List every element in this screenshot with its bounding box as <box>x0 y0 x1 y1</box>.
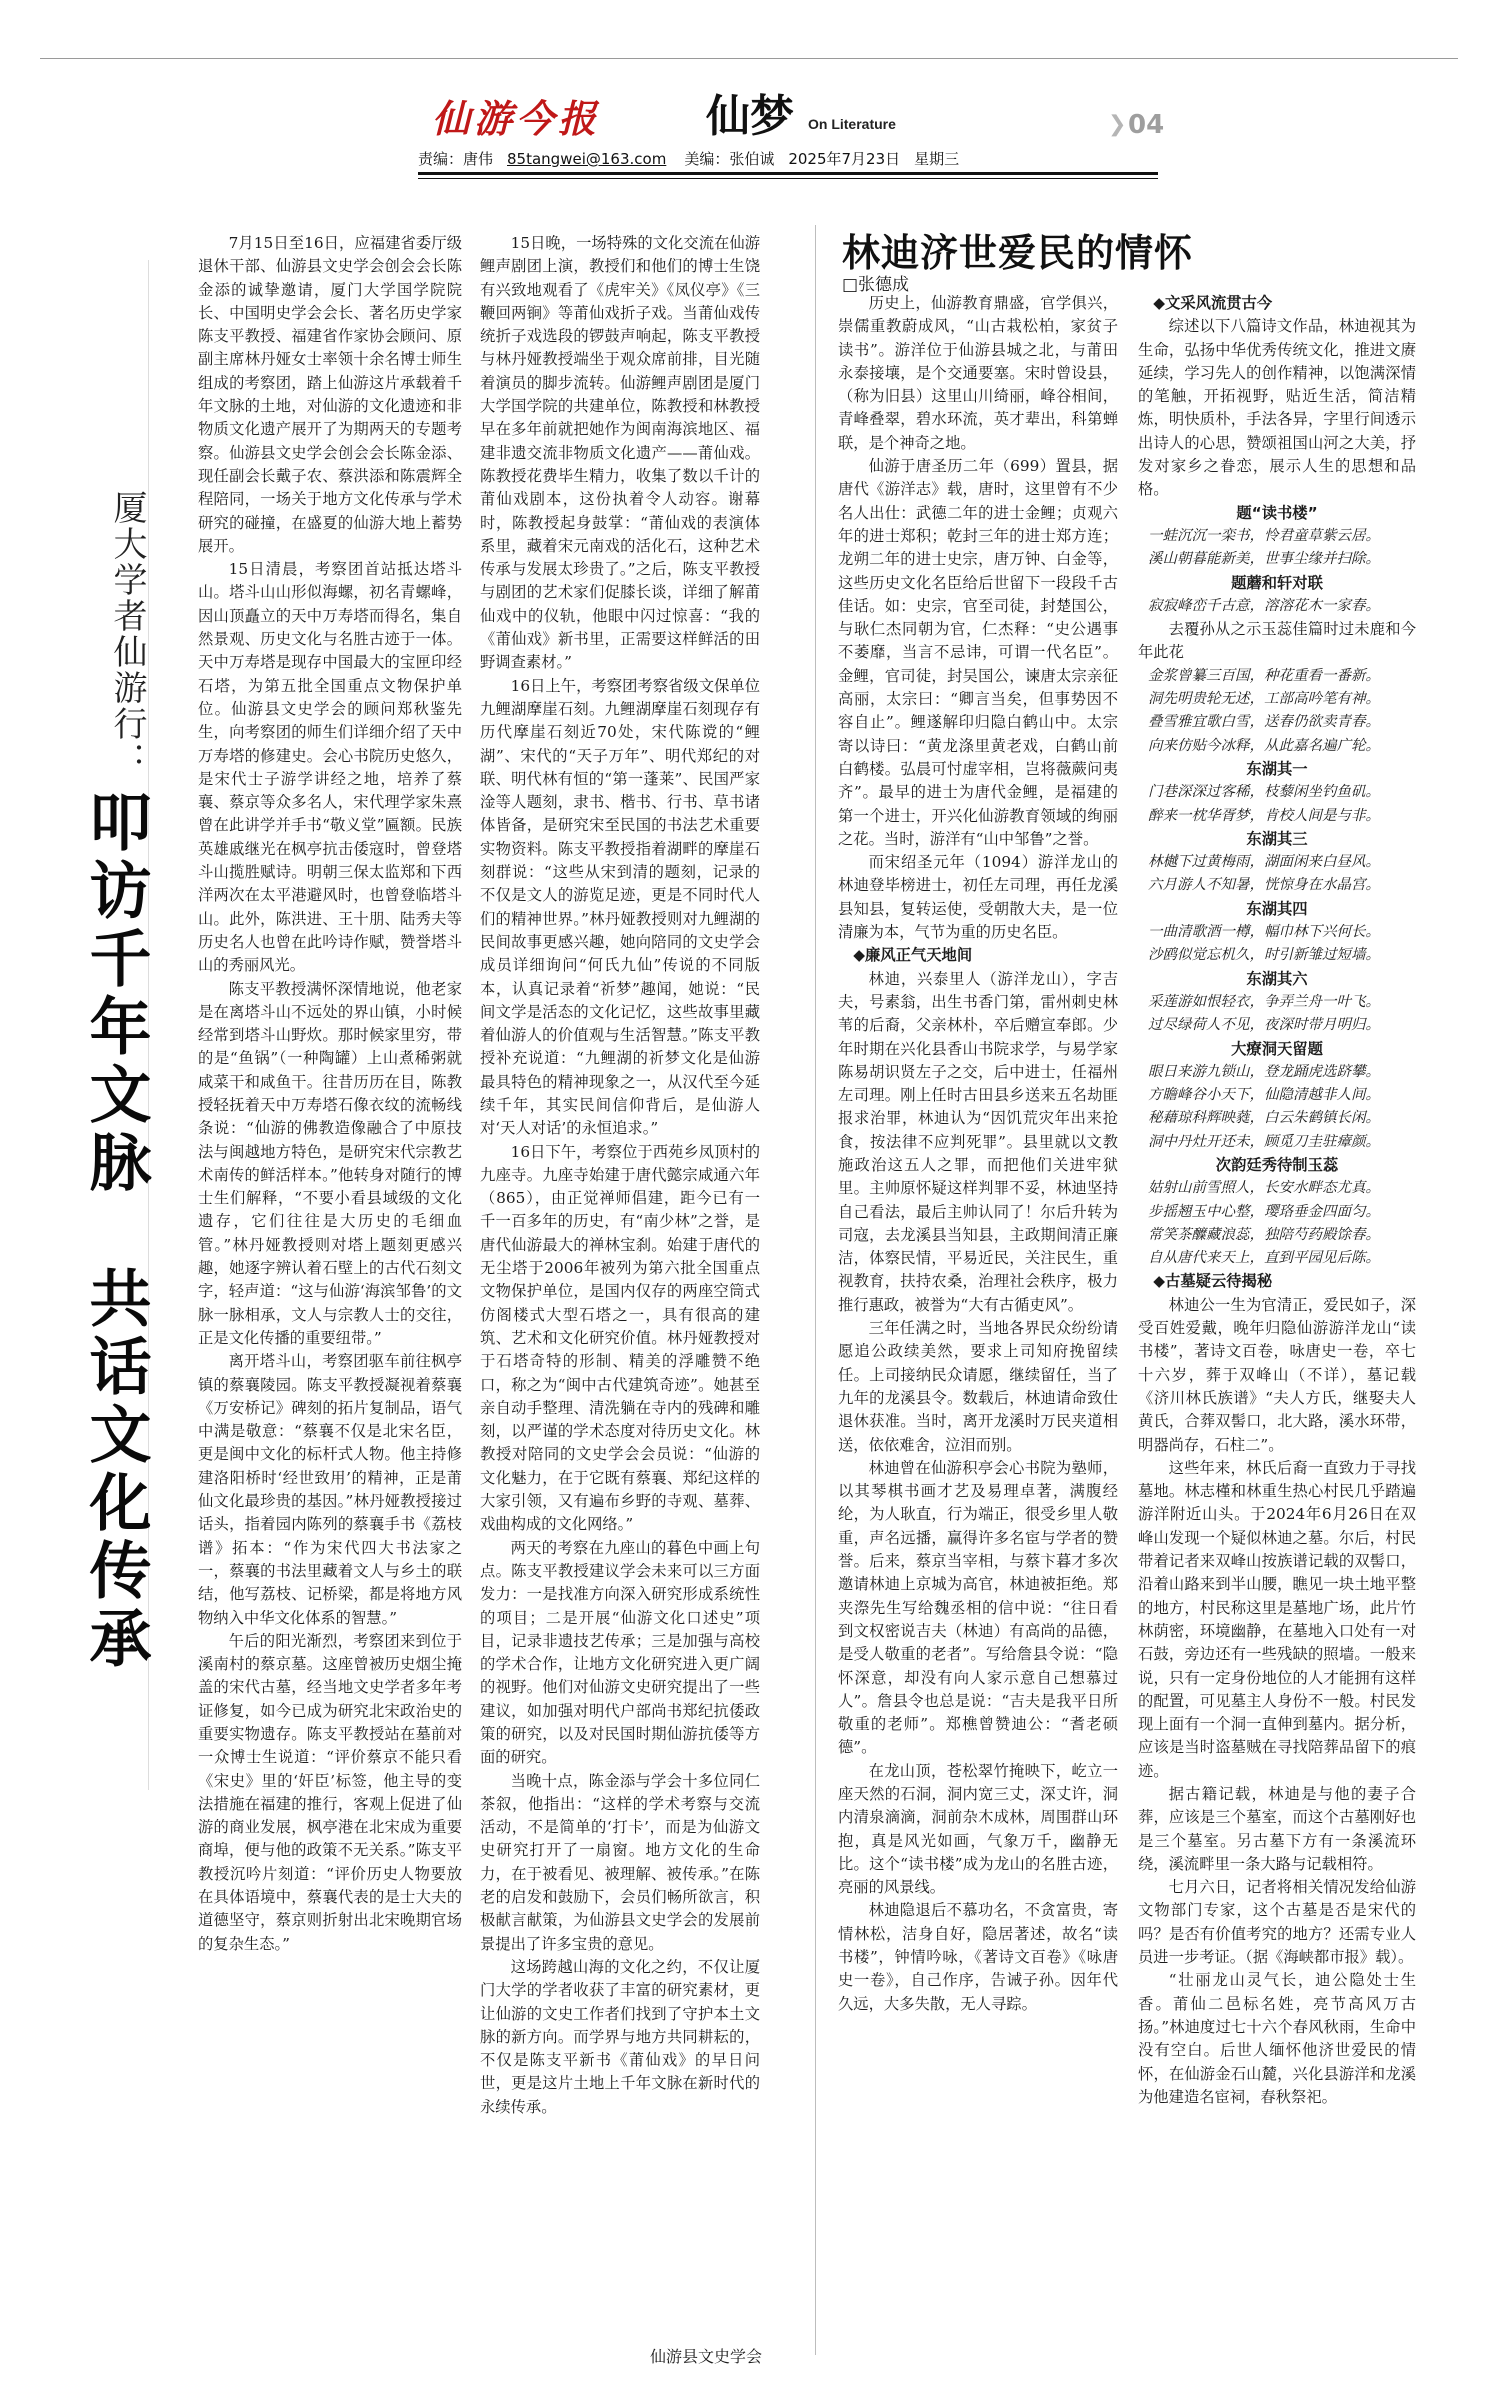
story1-column-1 <box>198 232 462 1956</box>
poem-line: 一曲清歌酒一樽，幅巾林下兴何长。 <box>1148 924 1380 941</box>
story2-paragraph: “壮丽龙山灵气长，迪公隐处士生香。莆仙二邑标名姓，亮节高风万古扬。”林迪度过七十六个春风秋雨，生命中没有空白。后世人缅怀他济世爱民的情怀，在仙游金石山麓，兴化县游洋和龙溪为他建造名宦祠，春秋祭祀。 <box>1138 1971 1416 2106</box>
poem-line: 洞先明贵轮无述，工部高吟笔有神。 <box>1148 691 1380 708</box>
poem-line: 寂寂峰峦千古意，溶溶花木一家春。 <box>1148 597 1380 614</box>
story2-subheading: ◆古墓疑云待揭秘 <box>1153 1272 1273 1291</box>
poem-line: 向来仿贴今冰释，从此嘉名遍广轮。 <box>1148 737 1380 754</box>
story1-title: 叩访千年文脉 共话文化传承 <box>79 790 152 1674</box>
story2-paragraph: 综述以下八篇诗文作品，林迪视其为生命，弘扬中华优秀传统文化，推进文赓延续，学习先人的创作精神，以饱满深情的笔触，开拓视野，贴近生活，简洁精炼，明快质朴，手法各异，字里行间透示出诗人的心思，赞颂祖国山河之大美，抒发对家乡之眷恋，展示人生的思想和品格。 <box>1138 317 1416 499</box>
story2-paragraph: 林迪，兴泰里人（游洋龙山），字吉夫，号素翁，出生书香门第，雷州刺史林苇的后裔，父亲林朴，卒后赠宣奉郎。少年时期在兴化县香山书院求学，与易学家陈易胡识贤左子之交，后中进士，任福州左司理。刚上任时古田县乡送来五名劫匪报求治罪，林迪认为“因饥荒灾年出来抢食，按法律不应判死罪”。县里就以文教施政治这五人之罪，而把他们关进牢狱里。主帅原怀疑这样判罪不妥，林迪坚持自己看法，最后主帅认同了！尔后升转为司寇，去龙溪县当知县，主政期间清正廉洁，体察民情，平易近民，关注民生，重视教育，扶持农桑，治理社会秩序，极力推行惠政，被誉为“大有古循吏风”。 <box>838 969 1118 1314</box>
story2-paragraph: 在龙山顶，苍松翠竹掩映下，屹立一座天然的石洞，洞内宽三丈，深丈许，洞内清泉滴滴，洞前杂木成林，周围群山环抱，真是风光如画，气象万千，幽静无比。这个“读书楼”成为龙山的名胜古迹，亮丽的风景线。 <box>838 1761 1118 1897</box>
story2-paragraph: 七月六日，记者将相关情况发给仙游文物部门专家，这个古墓是否是宋代的吗？是否有价值考究的地方？还需专业人员进一步考证。（据《海峡都市报》载）。 <box>1138 1878 1416 1967</box>
editor-credit: 责编：唐伟 <box>418 150 494 168</box>
poem-title: 题“读书楼” <box>1236 503 1318 522</box>
poem-line: 过尽绿荷人不见，夜深时带月明归。 <box>1148 1017 1380 1034</box>
poem-line: 溪山朝暮能新美，世事尘缘并扫除。 <box>1148 551 1380 568</box>
masthead <box>418 80 1178 144</box>
editor-email: 85tangwei@163.com <box>507 150 667 168</box>
poem-line: 门巷深深过客稀，枝藜闲坐钓鱼矶。 <box>1148 784 1380 801</box>
design-credit: 美编：张伯诚 <box>684 150 775 168</box>
story1-paragraph: 15日清晨，考察团首站抵达塔斗山。塔斗山山形似海螺，初名青螺峰，因山顶矗立的天中万寿塔而得名，集自然景观、历史文化与名胜古迹于一体。天中万寿塔是现存中国最大的宝匣印经石塔，为第五批全国重点文物保护单位。仙游县文史学会的顾问郑秋鉴先生，向考察团的师生们详细介绍了天中万寿塔的修建史。会心书院历史悠久，是宋代士子游学讲经之地，培养了蔡襄、蔡京等众多名人，宋代理学家朱熹曾在此讲学并手书“敬义堂”匾额。民族英雄戚继光在枫亭抗击倭寇时，曾登塔斗山揽胜赋诗。明朝三保太监郑和下西洋两次在太平港避风时，也曾登临塔斗山。此外，陈洪进、王十朋、陆秀夫等历史名人也曾在此吟诗作赋，赞誉塔斗山的秀丽风光。 <box>198 560 462 975</box>
story2-column-1 <box>838 292 1118 2016</box>
story1-paragraph: 当晚十点，陈金添与学会十多位同仁茶叙，他指出：“这样的学术考察与交流活动，不是简单的‘打卡’，而是为仙游文史研究打开了一扇窗。地方文化的生命力，在于被看见、被理解、被传承。”在陈老的启发和鼓励下，会员们畅所欲言，积极献言献策，为仙游县文史学会的发展前景提出了许多宝贵的意见。 <box>480 1771 760 1953</box>
story2-subheading: ◆廉风正气天地间 <box>853 946 973 965</box>
poem-title: 东湖其六 <box>1246 969 1308 988</box>
column-name: 仙梦 <box>706 91 794 142</box>
poem-title: 次韵廷秀待制玉蕊 <box>1215 1155 1339 1174</box>
story2-paragraph: 三年任满之时，当地各界民众纷纷请愿追公政续美然，要求上司知府挽留续任。上司接纳民众请愿，继续留任，当了九年的龙溪县令。数载后，林迪请命致仕退休获准。当时，离开龙溪时万民夹道相送，依依难舍，泣泪而别。 <box>838 1319 1118 1454</box>
story2-paragraph: 而宋绍圣元年（1094）游洋龙山的林迪登毕榜进士，初任左司理，再任龙溪县知县，复转运使，受朝散大夫，是一位清廉为本，气节为重的历史名臣。 <box>838 853 1118 942</box>
story2-byline: □张德成 <box>842 275 910 295</box>
poem-line: 洞中丹灶开还未，顾觅刀圭驻瘴颜。 <box>1148 1133 1380 1150</box>
story2-paragraph: 这些年来，林氏后裔一直致力于寻找墓地。林志槿和林重生热心村民几乎踏遍游洋附近山头。于2024年6月26日在双峰山发现一个疑似林迪之墓。尔后，村民带着记者来双峰山按族谱记载的双髻口，沿着山路来到半山腰，瞧见一块土地平整的地方，村民称这里是墓地广场，此片竹林荫密，环境幽静，在墓地入口处有一对石鼓，旁边还有一些残缺的照墙。一般来说，只有一定身份地位的人才能拥有这样的配置，可见墓主人身份不一般。村民发现上面有一个洞一直伸到墓内。据分析，应该是当时盗墓贼在寻找陪葬品留下的痕迹。 <box>1138 1458 1416 1780</box>
story1-paragraph: 午后的阳光渐烈，考察团来到位于溪南村的蔡京墓。这座曾被历史烟尘掩盖的宋代古墓，经当地文史学者多年考证修复，如今已成为研究北宋政治史的重要实物遗存。陈支平教授站在墓前对一众博士生说道：“评价蔡京不能只看《宋史》里的‘奸臣’标签，他主导的变法措施在福建的推行，客观上促进了仙游的商业发展，枫亭港在北宋成为重要商埠，便与他的政策不无关系。”陈支平教授沉吟片刻道：“评价历史人物要放在具体语境中，蔡襄代表的是士大夫的道德坚守，蔡京则折射出北宋晚期官场的复杂生态。” <box>198 1631 462 1953</box>
story2-paragraph: 林迪隐退后不慕功名，不贪富贵，寄情林松，洁身自好，隐居著述，故名“读书楼”，钟情吟咏，《著诗文百卷》《咏唐史一卷》，自己作序，告诫子孙。因年代久远，大多失散，无人寻踪。 <box>838 1901 1118 2013</box>
story1-paragraph: 离开塔斗山，考察团驱车前往枫亭镇的蔡襄陵园。陈支平教授凝视着蔡襄《万安桥记》碑刻的拓片复制品，语气中满是敬意：“蔡襄不仅是北宋名臣，更是闽中文化的标杆式人物。他主持修建洛阳桥时‘经世致用’的精神，正是莆仙文化最珍贵的基因。”林丹娅教授接过话头，指着园内陈列的蔡襄手书《荔枝谱》拓本：“作为宋代四大书法家之一，蔡襄的书法里藏着文人与乡土的联结，他写荔枝、记桥梁，都是将地方风物纳入中华文化体系的智慧。” <box>198 1352 462 1627</box>
issue-date: 2025年7月23日 <box>788 150 901 168</box>
story1-paragraph: 7月15日至16日，应福建省委厅级退休干部、仙游县文史学会创会会长陈金添的诚挚邀请，厦门大学国学院院长、中国明史学会会长、著名历史学家陈支平教授、福建省作家协会顾问、原副主席林丹娅女士率领十余名博士师生组成的考察团，踏上仙游这片承载着千年文脉的土地，对仙游的文化遗迹和非物质文化遗产展开了为期两天的专题考察。仙游县文史学会创会会长陈金添、现任副会长戴子农、蔡洪添和陈震辉全程陪同，一场关于地方文化传承与学术研究的碰撞，在盛夏的仙游大地上蓄势展开。 <box>198 234 462 555</box>
story2-subheading: ◆文采风流贯古今 <box>1153 294 1273 312</box>
poem-title: 东湖其四 <box>1246 899 1308 918</box>
chevron-right-icon: ❯ <box>1108 112 1127 137</box>
poem-line: 金浆曾纂三百国，种花重看一番新。 <box>1148 667 1380 684</box>
story2-title: 林迪济世爱民的情怀 <box>842 231 1194 275</box>
poem-line: 林樾下过黄梅雨，湖面闲来白昼风。 <box>1148 854 1380 871</box>
paper-name-logo: 仙游今报 <box>432 96 601 141</box>
story1-paragraph: 陈支平教授满怀深情地说，他老家是在离塔斗山不远处的界山镇，小时候经常到塔斗山野炊。那时候家里穷，带的是“鱼锅”（一种陶罐）上山煮稀粥就咸菜干和咸鱼干。往昔历历在目，陈教授轻抚着天中万寿塔石像衣纹的流畅线条说：“仙游的佛教造像融合了中原技法与闽越地方特色，是研究宋代宗教艺术南传的鲜活样本。”他转身对随行的博士生们解释，“不要小看县域级的文化遗存，它们往往是大历史的毛细血管。”林丹娅教授则对塔上题刻更感兴趣，她逐字辨认着石壁上的古代石刻文字，轻声道：“这与仙游‘海滨邹鲁’的文脉一脉相承，文人与宗教人士的交往，正是文化传播的重要纽带。” <box>198 979 462 1347</box>
poem-line: 步摇翘玉中心整，璎珞垂金四面匀。 <box>1148 1203 1380 1220</box>
column-name-english: On Literature <box>808 116 896 132</box>
poem-line: 方瞻峰谷小天下，仙隐清越非人间。 <box>1148 1087 1380 1104</box>
poem-line: 常笑茶醾藏浪蕊，独陪芍药殿馀春。 <box>1148 1226 1380 1243</box>
story1-column-2 <box>480 232 760 2119</box>
story1-paragraph: 16日上午，考察团考察省级文保单位九鲤湖摩崖石刻。九鲤湖摩崖石刻现存有历代摩崖石刻近70处，宋代陈谠的“鲤湖”、宋代的“天子万年”、明代郑纪的对联、明代林有恒的“第一蓬莱”、民国严家淦等人题刻，隶书、楷书、行书、草书诸体皆备，是研究宋至民国的书法艺术重要实物资料。陈支平教授指着湖畔的摩崖石刻群说：“这些从宋到清的题刻，记录的不仅是文人的游览足迹，更是不同时代人们的精神世界。”林丹娅教授则对九鲤湖的民间故事更感兴趣，她向陪同的文史学会成员详细询问“何氏九仙”传说的不同版本，认真记录着“祈梦”趣闻，她说：“民间文学是活态的文化记忆，这些故事里藏着仙游人的价值观与生活智慧。”陈支平教授补充说道：“九鲤湖的祈梦文化是仙游最具特色的精神现象之一，从汉代至今延续千年，其实民间信仰背后，是仙游人对‘天人对话’的永恒追求。” <box>480 676 760 1138</box>
credit-line <box>418 148 959 169</box>
story1-paragraph: 16日下午，考察位于西苑乡凤顶村的九座寺。九座寺始建于唐代懿宗咸通六年（865），由正觉禅师倡建，距今已有一千一百多年的历史，有“南少林”之誉，是唐代仙游最大的禅林宝刹。始建于唐代的无尘塔于2006年被列为第六批全国重点文物保护单位，是国内仅存的两座空筒式仿阁楼式大型石塔之一，具有很高的建筑、艺术和文化研究价值。林丹娅教授对于石塔奇特的形制、精美的浮雕赞不绝口，称之为“闽中古代建筑奇迹”。她甚至亲自动手整理、清洗躺在寺内的残碑和雕刻，以严谨的学术态度对待历史文化。林教授对陪同的文史学会会员说：“仙游的文化魅力，在于它既有蔡襄、郑纪这样的大家引领，又有遍布乡野的寺观、墓葬、戏曲构成的文化网络。” <box>480 1142 760 1534</box>
poem-line: 眼日来游九锁山，登龙踊虎选跻攀。 <box>1148 1063 1380 1080</box>
poem-line: 叠雪雅宜歌白雪，送春仍欲卖青春。 <box>1148 714 1380 731</box>
poem-line: 秘藉琼科辉映蕤，白云朱鹤镇长闲。 <box>1148 1110 1380 1127</box>
story1-signature: 仙游县文史学会 <box>649 2347 762 2366</box>
poem-title: 东湖其三 <box>1246 829 1308 848</box>
story2-paragraph: 林迪曾在仙游积亭会心书院为塾师，以其琴棋书画才艺及易理卓著，满腹经纶，为人耿直，行为端正，很受乡里人敬重，声名远播，赢得许多名宦与学者的赞誉。后来，蔡京当宰相，与蔡卞暮才多次邀请林迪上京城为高官，林迪被拒绝。郑夹漈先生写给魏丞相的信中说：“往日看到文权密说吉夫（林迪）有高尚的品德，是受人敬重的老者”。写给詹县令说：“隐怀深意，却没有向人家示意自己想慕过人”。詹县令也总是说：“吉夫是我平日所敬重的老师”。郑樵曾赞迪公：“耆老硕德”。 <box>838 1458 1118 1757</box>
header-rule <box>418 172 1158 175</box>
story2-paragraph: 林迪公一生为官清正，爱民如子，深受百姓爱戴，晚年归隐仙游游洋龙山“读书楼”，著诗文百卷，咏唐史一卷，卒七十六岁，葬于双峰山（不详），墓记载《济川林氏族谱》“夫人方氏，继娶夫人黄氏，合葬双髻口，北大路，溪水环带，明器尚存，石柱二”。 <box>1138 1295 1416 1454</box>
issue-weekday: 星期三 <box>914 150 960 168</box>
poem-line: 一蛙沉沉一栾书，怜君童草紫云居。 <box>1148 527 1380 544</box>
story2-paragraph: 去覆孙从之示玉蕊佳篇时过未鹿和今年此花 <box>1138 620 1416 662</box>
poem-line: 自从唐代来天上，直到平园见后陈。 <box>1148 1250 1380 1267</box>
page-number: 04 <box>1128 110 1165 140</box>
vertical-headline-box <box>50 260 152 1790</box>
poem-title: 东湖其一 <box>1246 759 1308 778</box>
story1-paragraph: 这场跨越山海的文化之约，不仅让厦门大学的学者收获了丰富的研究素材，更让仙游的文史工作者们找到了守护本土文脉的新方向。而学界与地方共同耕耘的，不仅是陈支平新书《莆仙戏》的早日问世，更是这片土地上千年文脉在新时代的永续传承。 <box>480 1957 760 2116</box>
poem-line: 姑射山前雪照人，长安水畔态尤真。 <box>1148 1180 1380 1197</box>
poem-line: 醉来一枕华胥梦，肯校人间是与非。 <box>1148 807 1380 824</box>
story2-paragraph: 据古籍记载，林迪是与他的妻子合葬，应该是三个墓室，而这个古墓刚好也是三个墓室。另古墓下方有一条溪流环绕，溪流畔里一条大路与记载相符。 <box>1138 1785 1416 1873</box>
column-divider <box>815 225 816 2355</box>
poem-line: 六月游人不知暑，恍惊身在水晶宫。 <box>1148 877 1380 894</box>
poem-line: 采莲游如恨轻衣，争弄兰舟一叶飞。 <box>1148 993 1380 1010</box>
story2-column-2 <box>1138 292 1416 2109</box>
page-number-box <box>1108 110 1178 138</box>
poem-title: 题蘑和轩对联 <box>1231 573 1323 592</box>
story2-paragraph: 历史上，仙游教育鼎盛，官学俱兴，崇儒重教蔚成风，“山古栽松柏，家贫子读书”。游洋位于仙游县城之北，与莆田永泰接壤，是个交通要塞。宋时曾设县，（称为旧县）这里山川绮丽，峰谷相间，青峰叠翠，碧水环流，英才辈出，科第蝉联，是个神奇之地。 <box>838 294 1118 452</box>
poem-title: 大療洞天留题 <box>1231 1039 1323 1058</box>
story1-subtitle: 厦大学者仙游行： <box>107 490 147 778</box>
story1-paragraph: 15日晚，一场特殊的文化交流在仙游鲤声剧团上演，教授们和他们的博士生饶有兴致地观看了《虎牢关》《凤仪亭》《三鞭回两锏》等莆仙戏折子戏。当莆仙戏传统折子戏选段的锣鼓声响起，陈支平教授与林丹娅教授端坐于观众席前排，目光随着演员的脚步流转。仙游鲤声剧团是厦门大学国学院的共建单位，陈教授和林教授早在多年前就把她作为闽南海滨地区、福建非遗交流非物质文化遗产——莆仙戏。陈教授花费毕生精力，收集了数以千计的莆仙戏剧本，这份执着令人动容。谢幕时，陈教授起身鼓掌：“莆仙戏的表演体系里，藏着宋元南戏的活化石，这种艺术传承与发展太珍贵了。”之后，陈支平教授与剧团的艺术家们促膝长谈，详细了解莆仙戏中的仪轨，他眼中闪过惊喜：“我的《莆仙戏》新书里，正需要这样鲜活的田野调查素材。” <box>480 234 760 672</box>
header-rule-thin <box>418 178 1158 179</box>
story2-paragraph: 仙游于唐圣历二年（699）置县，据唐代《游洋志》载，唐时，这里曾有不少名人出仕：武德二年的进士金鲤；贞观六年的进士郑积；乾封三年的进士郑方连；龙朔二年的进士史宗，唐万钟、白金等，这些历史文化名臣给后世留下一段段千古佳话。如：史宗，官至司徒，封楚国公，与耿仁杰同朝为官，仁杰释：“史公遇事不萎靡，当言不忌讳，可谓一代名臣”。金鲤，官司徒，封吴国公，谏唐太宗亲征高丽，太宗曰：“卿言当矣，但事势因不容自止”。鲤遂解印归隐白鹤山中。太宗寄以诗曰：“黄龙涤里黄老戏，白鹤山前白鹤楼。弘晨可忖虚宰相，岂将薇蕨问夷齐”。最早的进士为唐代金鲤，是福建的第一个进士，开兴化仙游教育领域的绚丽之花。当时，游洋有“山中邹鲁”之誉。 <box>838 457 1118 848</box>
story1-paragraph: 两天的考察在九座山的暮色中画上句点。陈支平教授建议学会未来可以三方面发力：一是找准方向深入研究形成系统性的项目；二是开展“仙游文化口述史”项目，记录非遗技艺传承；三是加强与高校的学术合作，让地方文化研究进入更广阔的视野。他们对仙游文史研究提出了一些建议，如加强对明代户部尚书郑纪抗倭政策的研究，以及对民国时期仙游抗倭等方面的研究。 <box>480 1538 760 1767</box>
poem-line: 沙鸥似觉忘机久，时引新雏过短墙。 <box>1148 947 1380 964</box>
top-rule <box>40 58 1458 59</box>
